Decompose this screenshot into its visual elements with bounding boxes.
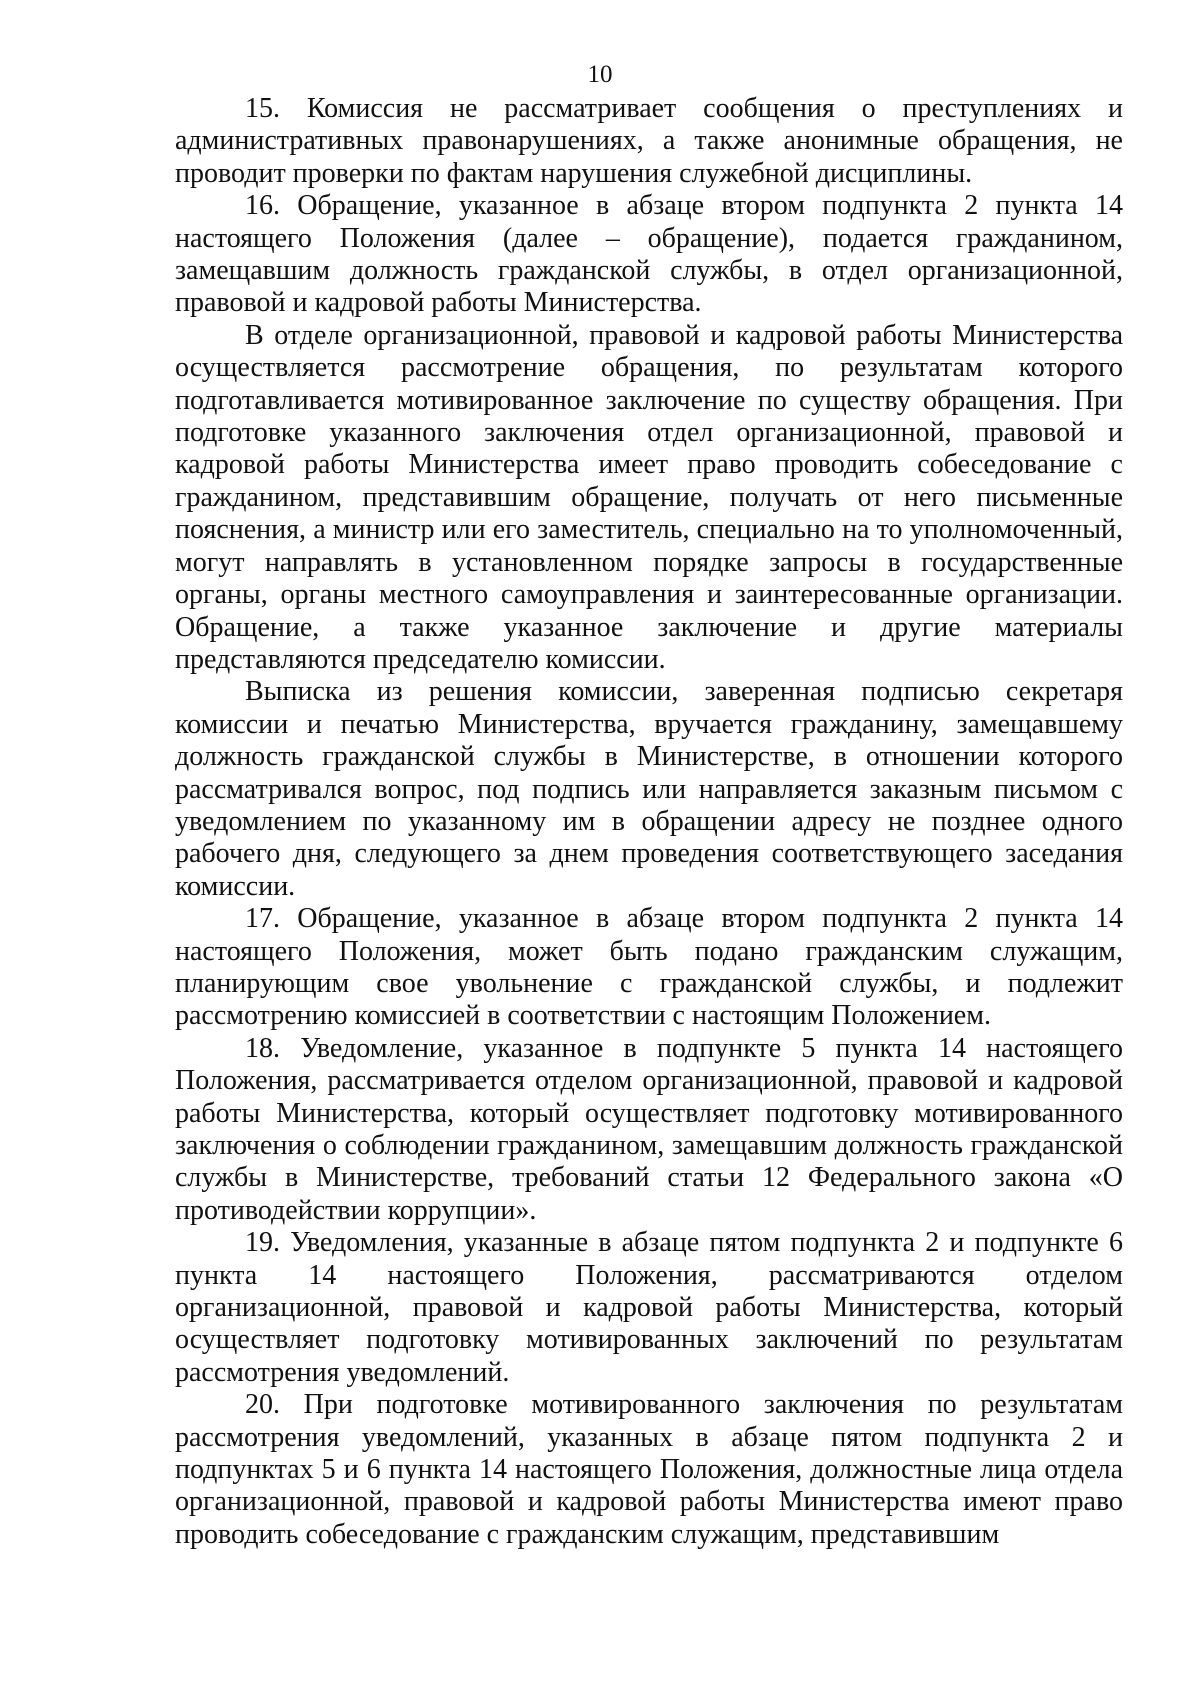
paragraph-17: 17. Обращение, указанное в абзаце втором подпункта 2 пункта 14 настоящего Положения, может быть подано гражданским служащим, планирующим свое увольнение с гражданской службы, и подлежит рассмотрению комиссией в соответствии с настоящим Положением.	[175, 903, 1123, 1032]
document-body	[175, 93, 1123, 1551]
paragraph-19: 19. Уведомления, указанные в абзаце пятом подпункта 2 и подпункте 6 пункта 14 настоящего Положения, рассматриваются отделом организационной, правовой и кадровой работы Министерства, который осуществляет подготовку мотивированных заключений по результатам рассмотрения уведомлений.	[175, 1227, 1123, 1388]
paragraph-20: 20. При подготовке мотивированного заключения по результатам рассмотрения уведомлений, указанных в абзаце пятом подпункта 2 и подпунктах 5 и 6 пункта 14 настоящего Положения, должностные лица отдела организационной, правовой и кадровой работы Министерства имеют право проводить собеседование с гражданским служащим, представившим	[175, 1389, 1123, 1550]
paragraph-16-extract: Выписка из решения комиссии, заверенная подписью секретаря комиссии и печатью Министерства, вручается гражданину, замещавшему должность гражданской службы в Министерстве, в отношении которого рассматривался вопрос, под подпись или направляется заказным письмом с уведомлением по указанному им в обращении адресу не позднее одного рабочего дня, следующего за днем проведения соответствующего заседания комиссии.	[175, 676, 1123, 902]
paragraph-16-consideration: В отделе организационной, правовой и кадровой работы Министерства осуществляется рассмотрение обращения, по результатам которого подготавливается мотивированное заключение по существу обращения. При подготовке указанного заключения отдел организационной, правовой и кадровой работы Министерства имеет право проводить собеседование с гражданином, представившим обращение, получать от него письменные пояснения, а министр или его заместитель, специально на то уполномоченный, могут направлять в установленном порядке запросы в государственные органы, органы местного самоуправления и заинтересованные организации. Обращение, а также указанное заключение и другие материалы представляются председателю комиссии.	[175, 319, 1123, 675]
paragraph-18: 18. Уведомление, указанное в подпункте 5 пункта 14 настоящего Положения, рассматривается отделом организационной, правовой и кадровой работы Министерства, который осуществляет подготовку мотивированного заключения о соблюдении гражданином, замещавшим должность гражданской службы в Министерстве, требований статьи 12 Федерального закона «О противодействии коррупции».	[175, 1032, 1123, 1226]
paragraph-16: 16. Обращение, указанное в абзаце втором подпункта 2 пункта 14 настоящего Положения (далее – обращение), подается гражданином, замещавшим должность гражданской службы, в отдел организационной, правовой и кадровой работы Министерства.	[175, 190, 1123, 319]
paragraph-15: 15. Комиссия не рассматривает сообщения о преступлениях и административных правонарушениях, а также анонимные обращения, не проводит проверки по фактам нарушения служебной дисциплины.	[175, 93, 1123, 189]
page-number: 10	[587, 61, 613, 88]
